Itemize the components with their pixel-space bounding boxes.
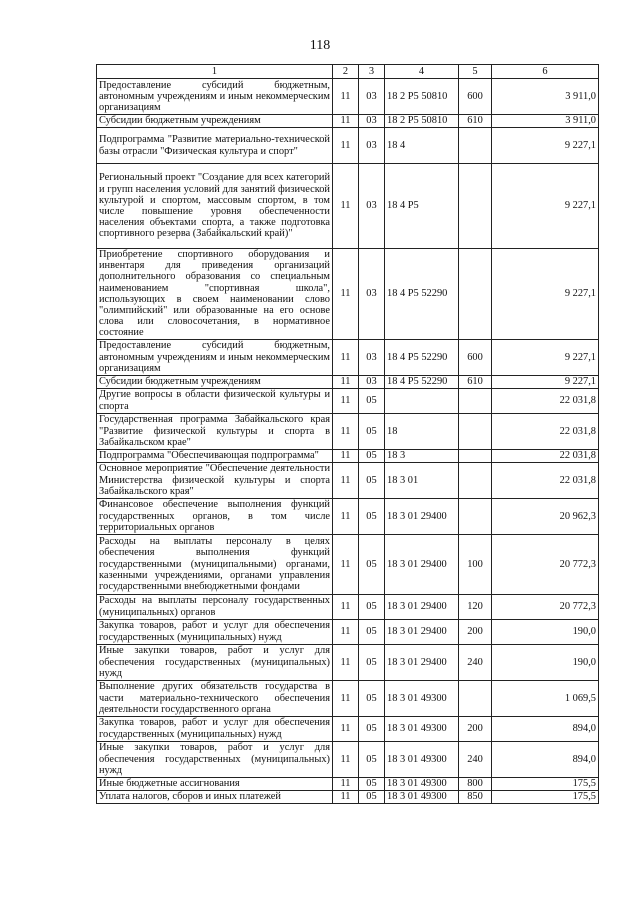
row-section-cell: 11 (333, 777, 359, 790)
row-name-cell: Выполнение других обязательств государства в части материально-технического обеспечения деятельности государственного органа (97, 680, 333, 716)
row-subsection-cell: 03 (359, 249, 385, 340)
table-row (97, 777, 599, 790)
table-row (97, 498, 599, 534)
row-subsection-cell: 03 (359, 164, 385, 249)
row-amount-cell: 190,0 (492, 619, 599, 644)
row-expense-type-cell: 600 (459, 79, 492, 115)
table-row (97, 644, 599, 680)
table-row (97, 449, 599, 462)
row-section-cell: 11 (333, 716, 359, 741)
table-row (97, 339, 599, 375)
row-expense-type-cell (459, 388, 492, 413)
table-row (97, 115, 599, 128)
row-expense-type-cell (459, 449, 492, 462)
row-target-article-cell: 18 4 P5 52290 (385, 249, 459, 340)
header-cell: 5 (459, 65, 492, 79)
row-expense-type-cell: 800 (459, 777, 492, 790)
row-name-cell: Иные бюджетные ассигнования (97, 777, 333, 790)
row-subsection-cell: 05 (359, 413, 385, 449)
row-subsection-cell: 05 (359, 388, 385, 413)
row-target-article-cell: 18 3 01 29400 (385, 594, 459, 619)
table-header-row (97, 65, 599, 79)
row-target-article-cell: 18 3 01 49300 (385, 741, 459, 777)
table-row (97, 128, 599, 164)
row-target-article-cell: 18 3 01 49300 (385, 790, 459, 803)
row-expense-type-cell: 850 (459, 790, 492, 803)
row-section-cell: 11 (333, 534, 359, 594)
row-amount-cell: 22 031,8 (492, 388, 599, 413)
header-cell: 3 (359, 65, 385, 79)
row-target-article-cell: 18 3 01 49300 (385, 777, 459, 790)
row-expense-type-cell (459, 164, 492, 249)
row-subsection-cell: 05 (359, 449, 385, 462)
row-name-cell: Предоставление субсидий бюджетным, автономным учреждениям и иным некоммерческим организациям (97, 339, 333, 375)
header-cell: 4 (385, 65, 459, 79)
row-amount-cell: 22 031,8 (492, 462, 599, 498)
row-subsection-cell: 05 (359, 644, 385, 680)
row-section-cell: 11 (333, 644, 359, 680)
row-expense-type-cell (459, 413, 492, 449)
row-name-cell: Основное мероприятие "Обеспечение деятельности Министерства физической культуры и спорта Забайкальского края" (97, 462, 333, 498)
table-row (97, 741, 599, 777)
row-target-article-cell: 18 4 (385, 128, 459, 164)
row-amount-cell: 20 962,3 (492, 498, 599, 534)
row-amount-cell: 190,0 (492, 644, 599, 680)
table-row (97, 716, 599, 741)
table-row (97, 462, 599, 498)
row-name-cell: Субсидии бюджетным учреждениям (97, 115, 333, 128)
row-subsection-cell: 05 (359, 680, 385, 716)
row-name-cell: Субсидии бюджетным учреждениям (97, 375, 333, 388)
row-subsection-cell: 03 (359, 128, 385, 164)
row-section-cell: 11 (333, 449, 359, 462)
row-subsection-cell: 05 (359, 498, 385, 534)
row-subsection-cell: 05 (359, 741, 385, 777)
row-target-article-cell: 18 3 01 (385, 462, 459, 498)
page-number: 118 (309, 38, 331, 53)
row-amount-cell: 9 227,1 (492, 249, 599, 340)
row-section-cell: 11 (333, 115, 359, 128)
row-expense-type-cell (459, 128, 492, 164)
row-expense-type-cell: 240 (459, 644, 492, 680)
row-name-cell: Расходы на выплаты персоналу в целях обеспечения выполнения функций государственными (муниципальными) органами, казенными учреждениями, органами управления государственными внебюджетными фондами (97, 534, 333, 594)
table-row (97, 413, 599, 449)
row-target-article-cell: 18 2 P5 50810 (385, 79, 459, 115)
row-target-article-cell: 18 4 P5 52290 (385, 339, 459, 375)
row-target-article-cell: 18 3 01 29400 (385, 644, 459, 680)
row-subsection-cell: 05 (359, 594, 385, 619)
row-subsection-cell: 05 (359, 619, 385, 644)
row-subsection-cell: 05 (359, 777, 385, 790)
row-section-cell: 11 (333, 79, 359, 115)
row-name-cell: Закупка товаров, работ и услуг для обеспечения государственных (муниципальных) нужд (97, 619, 333, 644)
row-section-cell: 11 (333, 462, 359, 498)
row-amount-cell: 175,5 (492, 777, 599, 790)
row-target-article-cell: 18 3 01 29400 (385, 498, 459, 534)
row-section-cell: 11 (333, 164, 359, 249)
row-amount-cell: 9 227,1 (492, 164, 599, 249)
row-target-article-cell: 18 3 01 49300 (385, 716, 459, 741)
header-cell: 2 (333, 65, 359, 79)
row-name-cell: Государственная программа Забайкальского края "Развитие физической культуры и спорта в Забайкальском крае" (97, 413, 333, 449)
row-target-article-cell: 18 3 01 29400 (385, 619, 459, 644)
row-name-cell: Расходы на выплаты персоналу государственных (муниципальных) органов (97, 594, 333, 619)
row-section-cell: 11 (333, 388, 359, 413)
row-subsection-cell: 03 (359, 375, 385, 388)
row-amount-cell: 894,0 (492, 716, 599, 741)
row-name-cell: Уплата налогов, сборов и иных платежей (97, 790, 333, 803)
row-expense-type-cell: 200 (459, 619, 492, 644)
row-subsection-cell: 05 (359, 790, 385, 803)
row-name-cell: Другие вопросы в области физической культуры и спорта (97, 388, 333, 413)
row-section-cell: 11 (333, 594, 359, 619)
row-subsection-cell: 03 (359, 339, 385, 375)
row-target-article-cell: 18 4 P5 (385, 164, 459, 249)
row-subsection-cell: 03 (359, 115, 385, 128)
row-amount-cell: 175,5 (492, 790, 599, 803)
row-subsection-cell: 03 (359, 79, 385, 115)
row-subsection-cell: 05 (359, 462, 385, 498)
budget-table (96, 64, 599, 804)
row-target-article-cell: 18 3 (385, 449, 459, 462)
row-amount-cell: 3 911,0 (492, 115, 599, 128)
row-name-cell: Подпрограмма "Развитие материально-технической базы отрасли "Физическая культура и спорт" (97, 128, 333, 164)
row-amount-cell: 1 069,5 (492, 680, 599, 716)
row-name-cell: Предоставление субсидий бюджетным, автономным учреждениям и иным некоммерческим организациям (97, 79, 333, 115)
table-row (97, 790, 599, 803)
table-row (97, 249, 599, 340)
table-row (97, 594, 599, 619)
row-expense-type-cell: 120 (459, 594, 492, 619)
row-target-article-cell: 18 4 P5 52290 (385, 375, 459, 388)
row-section-cell: 11 (333, 498, 359, 534)
row-amount-cell: 9 227,1 (492, 339, 599, 375)
row-section-cell: 11 (333, 128, 359, 164)
row-amount-cell: 20 772,3 (492, 594, 599, 619)
table-row (97, 534, 599, 594)
header-cell: 6 (492, 65, 599, 79)
row-section-cell: 11 (333, 339, 359, 375)
row-target-article-cell: 18 3 01 29400 (385, 534, 459, 594)
row-expense-type-cell (459, 680, 492, 716)
row-subsection-cell: 05 (359, 716, 385, 741)
row-target-article-cell: 18 (385, 413, 459, 449)
row-expense-type-cell: 240 (459, 741, 492, 777)
row-subsection-cell: 05 (359, 534, 385, 594)
row-section-cell: 11 (333, 375, 359, 388)
table-row (97, 79, 599, 115)
row-expense-type-cell: 100 (459, 534, 492, 594)
row-name-cell: Подпрограмма "Обеспечивающая подпрограмма" (97, 449, 333, 462)
row-section-cell: 11 (333, 619, 359, 644)
row-amount-cell: 9 227,1 (492, 128, 599, 164)
table-row (97, 164, 599, 249)
row-expense-type-cell (459, 498, 492, 534)
row-amount-cell: 9 227,1 (492, 375, 599, 388)
header-cell: 1 (97, 65, 333, 79)
row-name-cell: Иные закупки товаров, работ и услуг для обеспечения государственных (муниципальных) нужд (97, 741, 333, 777)
row-target-article-cell (385, 388, 459, 413)
row-target-article-cell: 18 2 P5 50810 (385, 115, 459, 128)
row-name-cell: Закупка товаров, работ и услуг для обеспечения государственных (муниципальных) нужд (97, 716, 333, 741)
row-name-cell: Приобретение спортивного оборудования и инвентаря для приведения организаций дополнительного образования со специальным наименованием "спортивная школа", использующих в своем наименовании слово "олимпийский" или образованные на его основе слова или словосочетания, в нормативное состояние (97, 249, 333, 340)
row-name-cell: Иные закупки товаров, работ и услуг для обеспечения государственных (муниципальных) нужд (97, 644, 333, 680)
row-section-cell: 11 (333, 413, 359, 449)
row-amount-cell: 894,0 (492, 741, 599, 777)
row-expense-type-cell: 610 (459, 115, 492, 128)
row-expense-type-cell: 610 (459, 375, 492, 388)
table-row (97, 680, 599, 716)
row-name-cell: Финансовое обеспечение выполнения функций государственных органов, в том числе территориальных органов (97, 498, 333, 534)
row-section-cell: 11 (333, 790, 359, 803)
row-amount-cell: 22 031,8 (492, 449, 599, 462)
row-expense-type-cell (459, 462, 492, 498)
row-amount-cell: 3 911,0 (492, 79, 599, 115)
row-expense-type-cell (459, 249, 492, 340)
row-expense-type-cell: 200 (459, 716, 492, 741)
row-amount-cell: 22 031,8 (492, 413, 599, 449)
budget-table-body (97, 65, 599, 804)
row-target-article-cell: 18 3 01 49300 (385, 680, 459, 716)
table-row (97, 388, 599, 413)
table-row (97, 375, 599, 388)
row-section-cell: 11 (333, 741, 359, 777)
table-row (97, 619, 599, 644)
row-name-cell: Региональный проект "Создание для всех категорий и групп населения условий для занятий физической культурой и спортом, массовым спортом, в том числе повышение уровня обеспеченности населения объектами спорта, а также подготовка спортивного резерва (Забайкальский край)" (97, 164, 333, 249)
row-section-cell: 11 (333, 680, 359, 716)
row-expense-type-cell: 600 (459, 339, 492, 375)
row-section-cell: 11 (333, 249, 359, 340)
row-amount-cell: 20 772,3 (492, 534, 599, 594)
